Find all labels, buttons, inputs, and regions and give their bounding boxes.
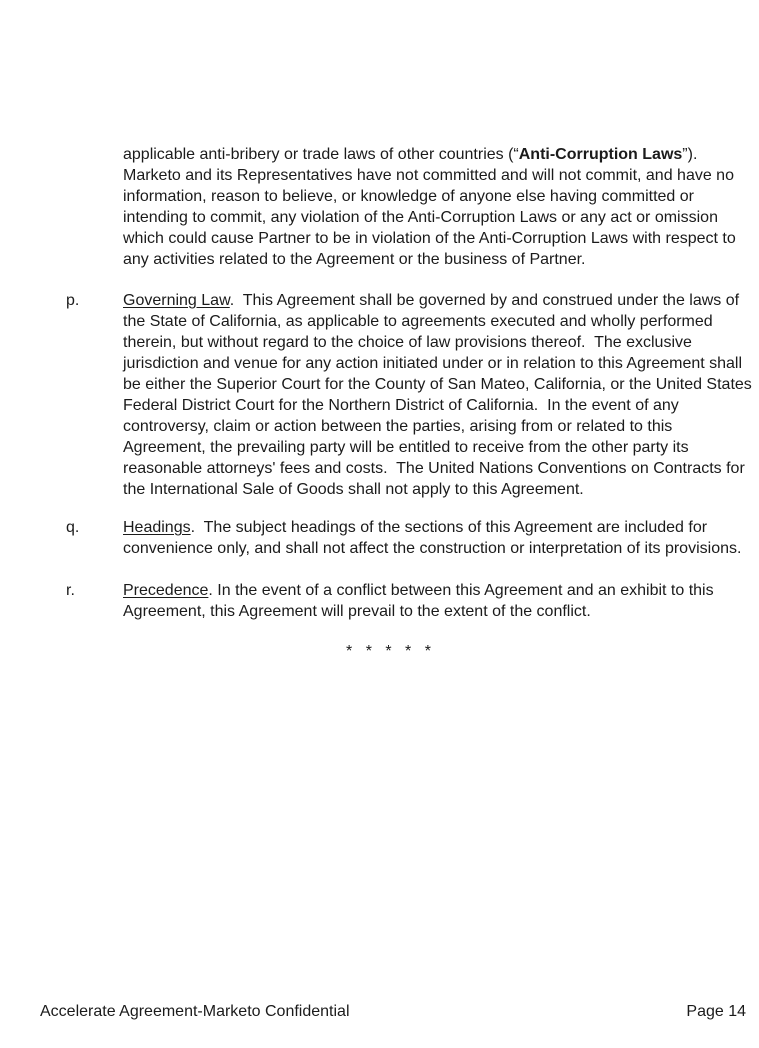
intro-lines (123, 165, 739, 270)
section-lines (123, 311, 759, 500)
text-line: the International Sale of Goods shall not apply to this Agreement. (123, 481, 584, 498)
text-line (123, 290, 759, 311)
section-lines (123, 538, 759, 559)
text-line: convenience only, and shall not affect the construction or interpretation of its provisions. (123, 540, 742, 557)
page-number: Page 14 (686, 1003, 746, 1020)
section-text (123, 517, 759, 559)
section-heading-precedence: Precedence (123, 582, 209, 599)
text-line: jurisdiction and venue for any action initiated under or in relation to this Agreement shall (123, 355, 743, 372)
text-line (123, 517, 759, 538)
text-line: reasonable attorneys' fees and costs. The United Nations Conventions on Contracts for (123, 460, 745, 477)
text-line: the State of California, as applicable to agreements executed and wholly performed (123, 313, 713, 330)
section-heading-governing-law: Governing Law (123, 292, 230, 309)
section-heading-rest: . This Agreement shall be governed by and construed under the laws of (229, 292, 740, 309)
section-heading-rest: . In the event of a conflict between this Agreement and an exhibit to this (208, 582, 714, 599)
page-footer (40, 1001, 746, 1022)
defined-term-anti-corruption-laws: Anti-Corruption Laws (518, 146, 683, 163)
footer-confidential-label: Accelerate Agreement-Marketo Confidential (40, 1003, 350, 1020)
text-line: be either the Superior Court for the County of San Mateo, California, or the United States (123, 376, 752, 393)
text-line (123, 144, 739, 165)
text-line: any activities related to the Agreement or the business of Partner. (123, 251, 586, 268)
text-line: Agreement, the prevailing party will be entitled to receive from the other party its (123, 439, 689, 456)
section-text (123, 290, 759, 500)
section-headings (66, 517, 759, 559)
section-marker-r: r. (66, 582, 75, 599)
section-marker-p: p. (66, 292, 80, 309)
section-precedence (66, 580, 759, 622)
section-heading-rest: . The subject headings of the sections of this Agreement are included for (190, 519, 708, 536)
intro-paragraph (123, 144, 739, 270)
section-marker-q: q. (66, 519, 80, 536)
text-line: Federal District Court for the Northern District of California. In the event of any (123, 397, 679, 414)
intro-line1-post: ”). (682, 146, 698, 163)
section-lines (123, 601, 759, 622)
text-line: controversy, claim or action between the parties, arising from or related to this (123, 418, 673, 435)
section-text (123, 580, 759, 622)
asterisk-separator: * * * * * (346, 643, 431, 660)
text-line: which could cause Partner to be in violation of the Anti-Corruption Laws with respect to (123, 230, 736, 247)
section-heading-headings: Headings (123, 519, 191, 536)
text-line: Marketo and its Representatives have not committed and will not commit, and have no (123, 167, 734, 184)
text-line: Agreement, this Agreement will prevail to the extent of the conflict. (123, 603, 591, 620)
text-line: therein, but without regard to the choice of law provisions thereof. The exclusive (123, 334, 692, 351)
section-governing-law (66, 290, 759, 500)
text-line: intending to commit, any violation of the Anti-Corruption Laws or any act or omission (123, 209, 718, 226)
text-line: information, reason to believe, or knowledge of anyone else having committed or (123, 188, 694, 205)
intro-line1-pre: applicable anti-bribery or trade laws of other countries (“ (123, 146, 519, 163)
text-line (123, 580, 759, 601)
